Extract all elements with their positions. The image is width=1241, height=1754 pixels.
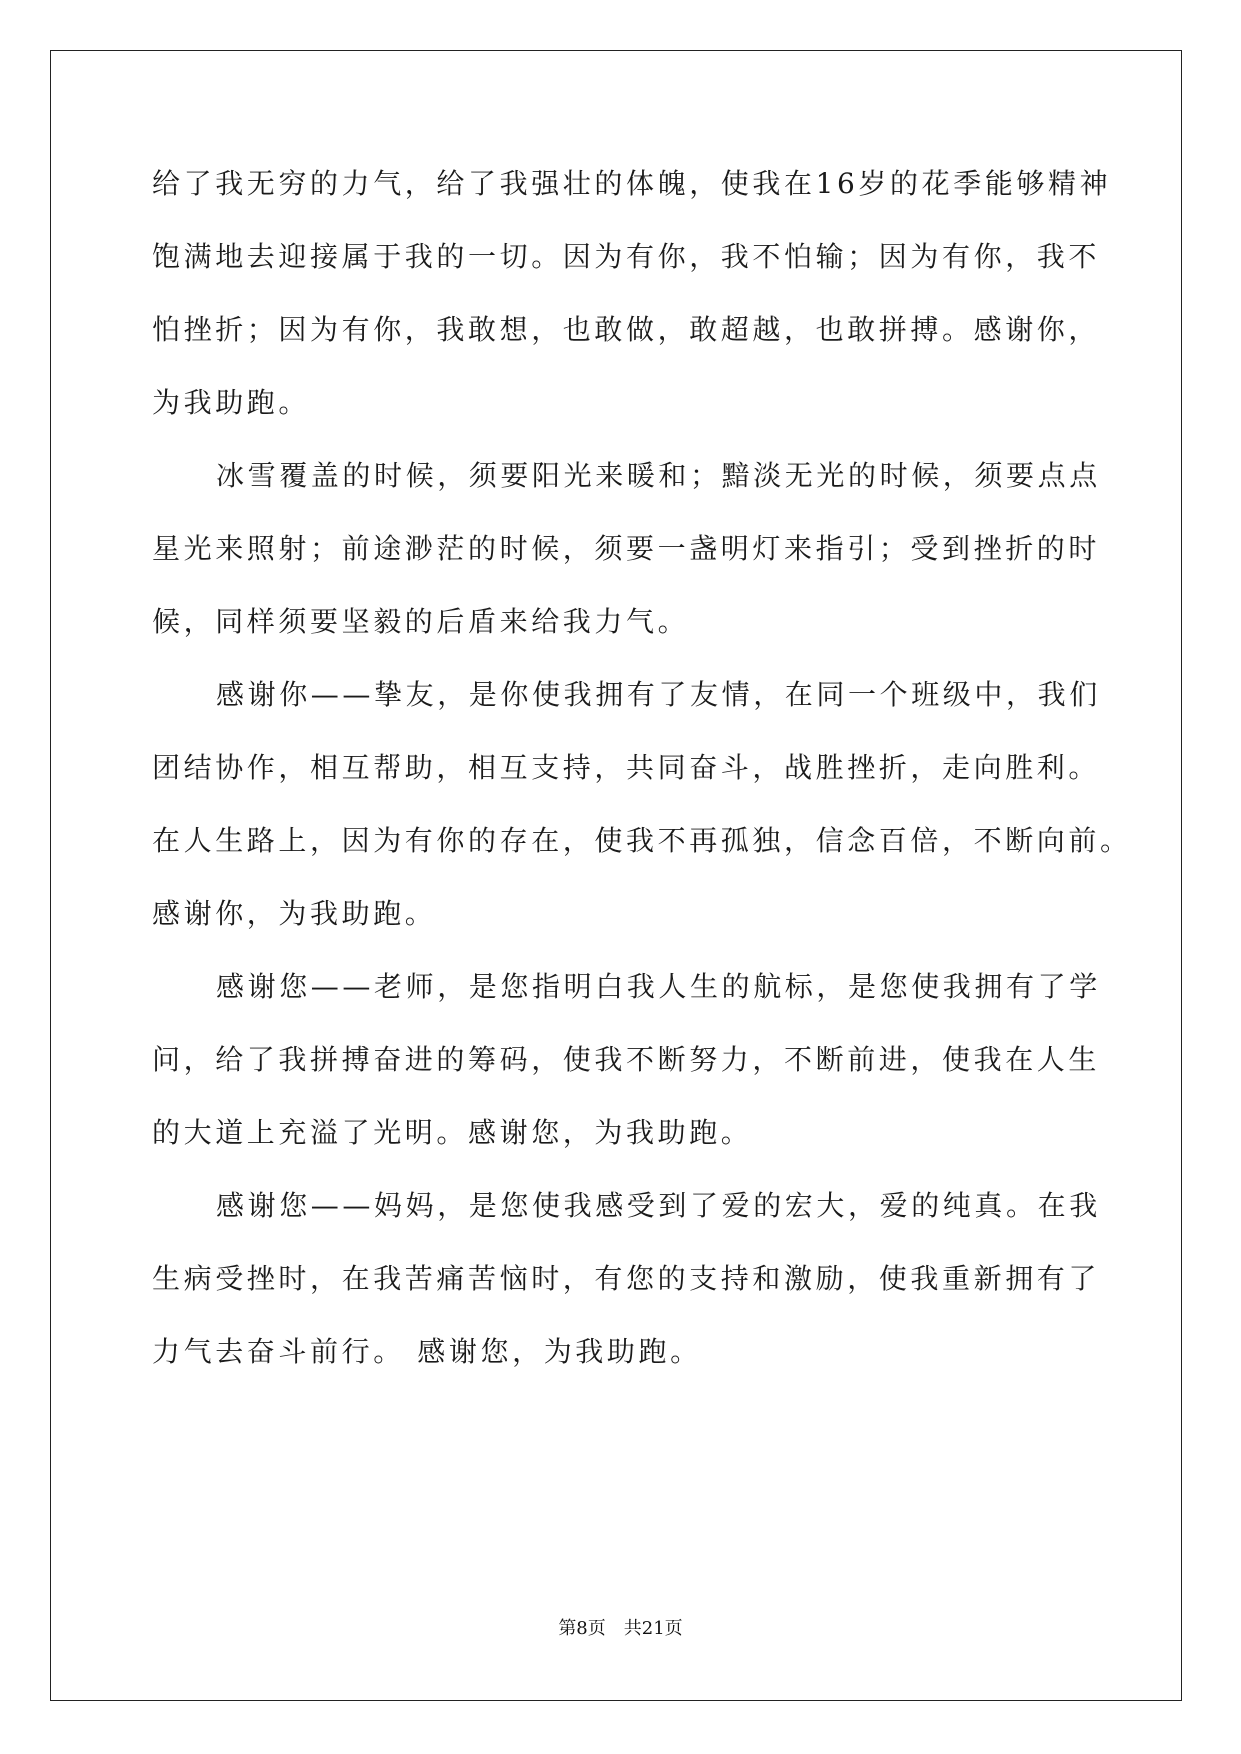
text-line: 怕挫折；因为有你，我敢想，也敢做，敢超越，也敢拼搏。感谢你，: [152, 313, 1101, 346]
page-border: [50, 50, 1182, 1701]
text-line: 团结协作，相互帮助，相互支持，共同奋斗，战胜挫折，走向胜利。: [152, 751, 1101, 784]
text-line: 在人生路上，因为有你的存在，使我不再孤独，信念百倍，不断向前。: [152, 824, 1132, 857]
text-line: 生病受挫时，在我苦痛苦恼时，有您的支持和激励，使我重新拥有了: [152, 1262, 1101, 1295]
page-number-footer: 第8页 共21页: [558, 1618, 683, 1639]
text-line: 力气去奋斗前行。 感谢您，为我助跑。: [152, 1335, 702, 1368]
paragraph-start-line: 感谢你——挚友，是你使我拥有了友情，在同一个班级中，我们: [216, 678, 1101, 711]
paragraph-start-line: 感谢您——妈妈，是您使我感受到了爱的宏大，爱的纯真。在我: [216, 1189, 1101, 1222]
text-line: 饱满地去迎接属于我的一切。因为有你，我不怕输；因为有你，我不: [152, 240, 1101, 273]
text-line: 感谢你，为我助跑。: [152, 897, 437, 930]
text-line: 问，给了我拼搏奋进的筹码，使我不断努力，不断前进，使我在人生: [152, 1043, 1101, 1076]
paragraph-start-line: 冰雪覆盖的时候，须要阳光来暖和；黯淡无光的时候，须要点点: [216, 459, 1101, 492]
text-line: 给了我无穷的力气，给了我强壮的体魄，使我在16岁的花季能够精神: [152, 167, 1112, 200]
text-line: 候，同样须要坚毅的后盾来给我力气。: [152, 605, 690, 638]
text-line: 星光来照射；前途渺茫的时候，须要一盏明灯来指引；受到挫折的时: [152, 532, 1101, 565]
text-line: 的大道上充溢了光明。感谢您，为我助跑。: [152, 1116, 753, 1149]
text-line: 为我助跑。: [152, 386, 311, 419]
paragraph-start-line: 感谢您——老师，是您指明白我人生的航标，是您使我拥有了学: [216, 970, 1101, 1003]
